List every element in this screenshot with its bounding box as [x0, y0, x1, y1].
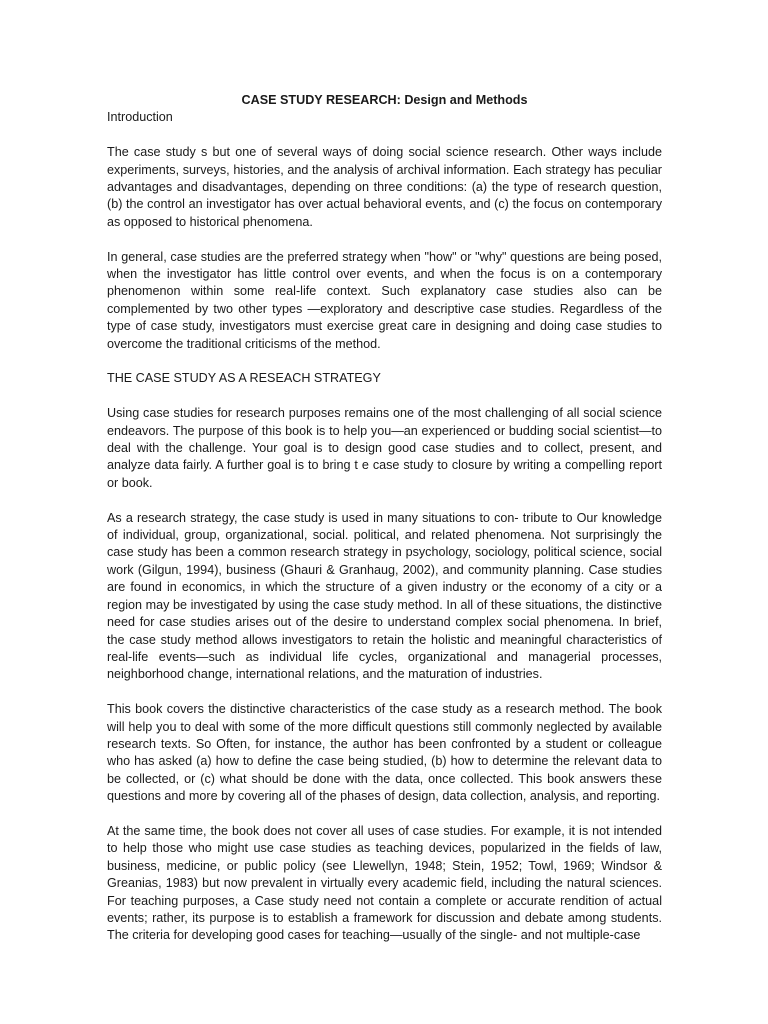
paragraph-section-2: As a research strategy, the case study is used in many situations to con- tribute to Our knowledge of individual, group, organizational, social. political, and related phenomena. Not surprisingly the case study has been a common research strategy in psychology, sociology, political science, social work (Gilgun, 1994), business (Ghauri & Granhaug, 2002), and community planning. Case studies are found in economics, in which the structure of a given industry or the economy of a city or a region may be investigated by using the case study method. In all of these situations, the distinctive need for case studies arises out of the desire to understand complex social phenomena. In brief, the case study method allows investigators to retain the holistic and meaningful characteristics of real-life events—such as individual life cycles, organizational and managerial processes, neighborhood change, international relations, and the maturation of industries. — [107, 510, 662, 682]
document-page — [107, 92, 662, 962]
paragraph-section-1: Using case studies for research purposes remains one of the most challenging of all social science endeavors. The purpose of this book is to help you—an experienced or budding social scientist—to deal with the challenge. Your goal is to design good case studies and to collect, present, and analyze data fairly. A further goal is to bring t e case study to closure by writing a compelling report or book. — [107, 406, 662, 490]
document-title: CASE STUDY RESEARCH: Design and Methods — [241, 93, 528, 107]
section-heading: THE CASE STUDY AS A RESEACH STRATEGY — [107, 371, 381, 386]
intro-heading: Introduction — [107, 110, 173, 125]
paragraph-intro-1: The case study s but one of several ways of doing social science research. Other ways include experiments, surveys, histories, and the analysis of archival information. Each strategy has peculiar advantages and disadvantages, depending on three conditions: (a) the type of research question, (b) the control an investigator has over actual behavioral events, and (c) the focus on contemporary as opposed to historical phenomena. — [107, 145, 662, 229]
paragraph-section-4: At the same time, the book does not cover all uses of case studies. For example, it is not intended to help those who might use case studies as teaching devices, popularized in the fields of law, business, medicine, or public policy (see Llewellyn, 1948; Stein, 1952; Towl, 1969; Windsor & Greanias, 1983) but now prevalent in virtually every academic field, including the natural sciences. For teaching purposes, a Case study need not contain a complete or accurate rendition of actual events; rather, its purpose is to establish a framework for discussion and debate among students. The criteria for developing good cases for teaching—usually of the single- and not multiple-case — [107, 823, 662, 943]
paragraph-section-3: This book covers the distinctive characteristics of the case study as a research method. The book will help you to deal with some of the more difficult questions still commonly neglected by available research texts. So Often, for instance, the author has been confronted by a student or colleague who has asked (a) how to define the case being studied, (b) how to determine the relevant data to be collected, or (c) what should be done with the data, once collected. This book answers these questions and more by covering all of the phases of design, data collection, analysis, and reporting. — [107, 702, 662, 804]
paragraph-intro-2: In general, case studies are the preferred strategy when "how" or "why" questions are being posed, when the investigator has little control over events, and when the focus is on a contemporary phenomenon within some real-life context. Such explanatory case studies also can be complemented by two other types —exploratory and descriptive case studies. Regardless of the type of case study, investigators must exercise great care in designing and doing case studies to overcome the traditional criticisms of the method. — [107, 249, 662, 351]
